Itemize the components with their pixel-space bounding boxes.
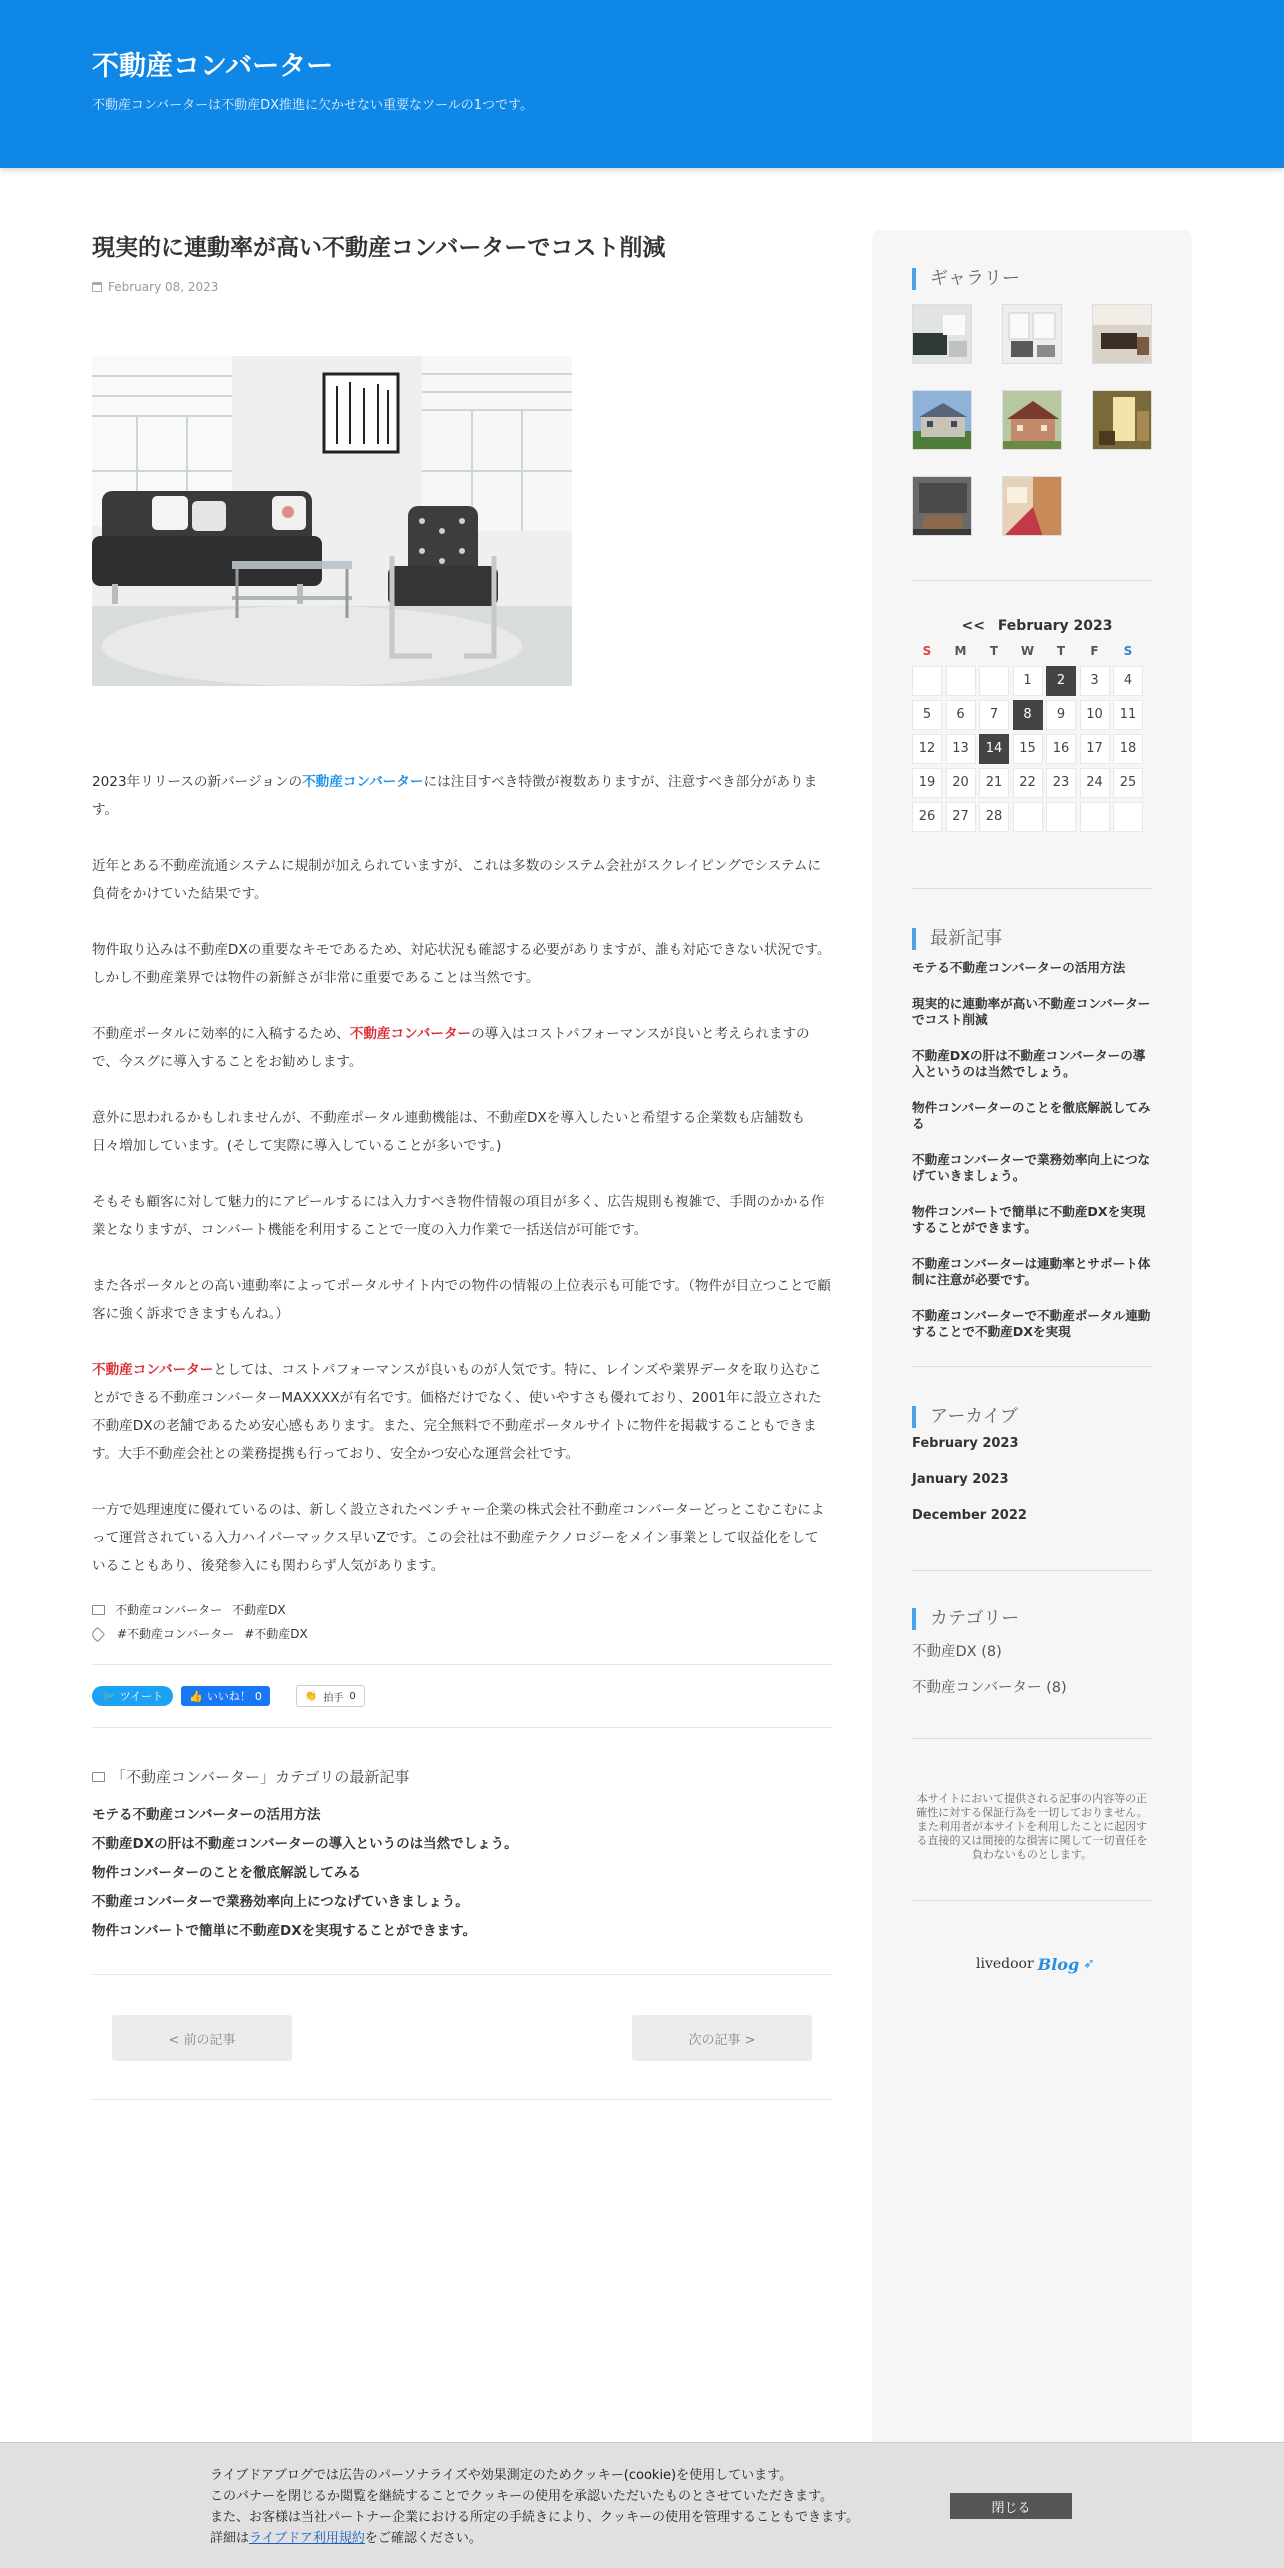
calendar-weekday: M	[954, 644, 967, 658]
related-posts	[92, 1766, 832, 1946]
gallery-thumb[interactable]	[1092, 390, 1152, 450]
thumbs-up-icon: 👍	[189, 1689, 203, 1703]
livedoor-blog-logo[interactable]: livedoor Blog ➶	[976, 1954, 1095, 1974]
gallery-thumb[interactable]	[1002, 476, 1062, 536]
paragraph-8: 不動産コンバーターとしては、コストパフォーマンスが良いものが人気です。特に、レインズや業界データを取り込むことができる不動産コンバーターMAXXXXが有名です。価格だけでなく、使いやすさも優れており、2001年に設立された不動産DXの老舗であるため安心感もあります。また、完全無料で不動産ポータルサイトに物件を掲載することもできます。大手不動産会社との業務提携も行っており、安全かつ安心な運営会社です。	[92, 1362, 822, 1462]
calendar-day: 27	[946, 802, 976, 832]
calendar-day: 28	[979, 802, 1009, 832]
recent-post-link[interactable]: モテる不動産コンバーターの活用方法	[912, 960, 1126, 975]
paragraph-1: 2023年リリースの新バージョンの不動産コンバーターには注目すべき特徴が複数ありますが、注意すべき部分があります。	[92, 774, 818, 818]
cookie-close-button[interactable]: 閉じる	[950, 2493, 1072, 2519]
category-list	[912, 1640, 1067, 1712]
calendar-empty-cell	[1046, 802, 1076, 832]
widget-divider	[912, 580, 1152, 581]
calendar-day: 18	[1113, 734, 1143, 764]
calendar-day: 22	[1013, 768, 1043, 798]
cookie-banner	[0, 2442, 1284, 2568]
divider	[92, 1727, 832, 1728]
site-description: 不動産コンバーターは不動産DX推進に欠かせない重要なツールの1つです。	[92, 98, 533, 113]
related-post-link[interactable]: 不動産コンバーターで業務効率向上につなげていきましょう。	[92, 1894, 469, 1910]
calendar-weekday: S	[922, 644, 932, 658]
social-buttons	[92, 1685, 832, 1707]
related-post-link[interactable]: 不動産DXの肝は不動産コンバーターの導入というのは当然でしょう。	[92, 1836, 518, 1852]
recent-post-link[interactable]: 物件コンバーターのことを徹底解説してみる	[912, 1100, 1151, 1131]
post-title[interactable]: 現実的に連動率が高い不動産コンバーターでコスト削減	[92, 235, 666, 261]
main-content	[92, 228, 832, 2100]
related-post-link[interactable]: 物件コンバートで簡単に不動産DXを実現することができます。	[92, 1923, 477, 1939]
next-post-button[interactable]: 次の記事 >	[632, 2015, 812, 2061]
calendar-day: 10	[1080, 700, 1110, 730]
folder-icon	[92, 1772, 105, 1782]
category-link-dx[interactable]: 不動産DX	[232, 1603, 286, 1617]
calendar-prev-link[interactable]: <<	[961, 618, 985, 634]
article-body	[92, 768, 832, 1580]
calendar-day: 17	[1080, 734, 1110, 764]
gallery-thumb[interactable]	[1002, 304, 1062, 364]
article-photo	[92, 356, 572, 686]
calendar-day: 13	[946, 734, 976, 764]
calendar-empty-cell	[912, 666, 942, 696]
calendar-day: 23	[1046, 768, 1076, 798]
widget-divider	[912, 1900, 1152, 1901]
gallery-thumb[interactable]	[912, 390, 972, 450]
calendar-day: 9	[1046, 700, 1076, 730]
calendar-day: 16	[1046, 734, 1076, 764]
paragraph-6: そもそも顧客に対して魅力的にアピールするには入力すべき物件情報の項目が多く、広告規則も複雑で、手間のかかる作業となりますが、コンバート機能を利用することで一度の入力作業で一括送信が可能です。	[92, 1194, 825, 1238]
calendar-empty-cell	[1080, 802, 1110, 832]
recent-post-link[interactable]: 不動産コンバーターで不動産ポータル連動することで不動産DXを実現	[912, 1308, 1151, 1339]
calendar-day: 19	[912, 768, 942, 798]
recent-title: 最新記事	[912, 928, 1002, 950]
cookie-text: ライブドアブログでは広告のパーソナライズや効果測定のためクッキー(cookie)を使用しています。 このバナーを閉じるか閲覧を継続することでクッキーの使用を承認いただいたものとさせていただきます。 また、お客様は当社パートナー企業における所定の手続きにより、クッキーの使用を管理することもできます。 詳細はライブドア利用規約をご確認ください。	[210, 2468, 859, 2546]
post-pager	[92, 2015, 832, 2061]
paragraph-3: 物件取り込みは不動産DXの重要なキモであるため、対応状況も確認する必要がありますが、誰も対応できない状況です。しかし不動産業界では物件の新鮮さが非常に重要であることは当然です。	[92, 942, 831, 986]
divider	[92, 1664, 832, 1665]
calendar-day: 3	[1080, 666, 1110, 696]
divider	[92, 2099, 832, 2100]
category-link[interactable]: 不動産DX (8)	[912, 1644, 1002, 1660]
folder-icon	[92, 1605, 105, 1615]
calendar-empty-cell	[979, 666, 1009, 696]
recent-post-link[interactable]: 不動産コンバーターで業務効率向上につなげていきましょう。	[912, 1152, 1151, 1183]
twitter-bird-icon: 🐦	[102, 1689, 116, 1703]
clap-button[interactable]: 👏 拍手 0	[296, 1685, 365, 1707]
recent-post-link[interactable]: 不動産コンバーターは連動率とサポート体制に注意が必要です。	[912, 1256, 1151, 1287]
converter-link-3[interactable]: 不動産コンバーター	[92, 1362, 214, 1378]
calendar-day: 6	[946, 700, 976, 730]
site-title[interactable]: 不動産コンバーター	[92, 51, 334, 82]
calendar-icon	[92, 282, 102, 292]
calendar-weekday: W	[1020, 644, 1035, 658]
related-post-link[interactable]: モテる不動産コンバーターの活用方法	[92, 1807, 321, 1823]
paragraph-7: また各ポータルとの高い連動率によってポータルサイト内での物件の情報の上位表示も可能です。（物件が目立つことで顧客に強く訴求できますもんね。）	[92, 1278, 831, 1322]
calendar-day: 1	[1013, 666, 1043, 696]
tag-icon	[90, 1626, 106, 1642]
recent-post-link[interactable]: 物件コンバートで簡単に不動産DXを実現することができます。	[912, 1204, 1146, 1235]
widget-divider	[912, 1570, 1152, 1571]
recent-post-link[interactable]: 不動産DXの肝は不動産コンバーターの導入というのは当然でしょう。	[912, 1048, 1146, 1079]
site-header	[0, 0, 1284, 168]
converter-link-1[interactable]: 不動産コンバーター	[302, 774, 424, 790]
calendar-day: 7	[979, 700, 1009, 730]
calendar-grid	[912, 640, 1152, 832]
gallery-thumb[interactable]	[912, 304, 972, 364]
calendar-day: 24	[1080, 768, 1110, 798]
prev-post-button[interactable]: < 前の記事	[112, 2015, 292, 2061]
calendar-day[interactable]: 2	[1046, 666, 1076, 696]
terms-link[interactable]: ライブドア利用規約	[249, 2531, 365, 2546]
gallery-thumb[interactable]	[912, 476, 972, 536]
calendar-day[interactable]: 14	[979, 734, 1009, 764]
post-date-text: February 08, 2023	[108, 280, 219, 294]
clap-icon: 👏	[304, 1690, 318, 1702]
like-button[interactable]: 👍 いいね！ 0	[181, 1686, 270, 1706]
sidebar	[872, 230, 1192, 2568]
widget-divider	[912, 1366, 1152, 1367]
post-date	[92, 280, 832, 294]
archive-link[interactable]: January 2023	[912, 1472, 1009, 1487]
calendar-day: 25	[1113, 768, 1143, 798]
divider	[92, 1974, 832, 1975]
calendar-day: 21	[979, 768, 1009, 798]
calendar-day: 12	[912, 734, 942, 764]
feather-icon: ➶	[1083, 1956, 1095, 1972]
related-post-link[interactable]: 物件コンバーターのことを徹底解説してみる	[92, 1865, 362, 1881]
calendar-weekday: F	[1090, 644, 1099, 658]
calendar-weekday: S	[1123, 644, 1133, 658]
gallery	[912, 304, 1152, 536]
widget-divider	[912, 1738, 1152, 1739]
calendar-header	[922, 618, 1152, 634]
gallery-thumb[interactable]	[1002, 390, 1062, 450]
recent-posts	[912, 960, 1152, 1360]
calendar-month: February 2023	[997, 618, 1113, 634]
converter-link-2[interactable]: 不動産コンバーター	[349, 1026, 472, 1042]
calendar-widget	[912, 618, 1152, 832]
calendar-empty-cell	[946, 666, 976, 696]
category-title: カテゴリー	[912, 1608, 1019, 1630]
calendar-day: 26	[912, 802, 942, 832]
calendar-day[interactable]: 8	[1013, 700, 1043, 730]
archive-link[interactable]: December 2022	[912, 1508, 1027, 1523]
calendar-day: 20	[946, 768, 976, 798]
paragraph-5: 意外に思われるかもしれませんが、不動産ポータル連動機能は、不動産DXを導入したいと希望する企業数も店舗数も日々増加しています。(そして実際に導入していることが多いです。)	[92, 1110, 806, 1154]
calendar-weekday: T	[989, 644, 999, 658]
archive-title: アーカイブ	[912, 1406, 1018, 1428]
calendar-day: 5	[912, 700, 942, 730]
calendar-day: 11	[1113, 700, 1143, 730]
calendar-day: 4	[1113, 666, 1143, 696]
gallery-thumb[interactable]	[1092, 304, 1152, 364]
tweet-button[interactable]: 🐦 ツイート	[92, 1686, 173, 1706]
disclaimer: 本サイトにおいて提供される記事の内容等の正確性に対する保証行為を一切しておりません。また利用者が本サイトを利用したことに起因する直接的又は間接的な損害に関して一切責任を負わないものとします。	[916, 1792, 1148, 1861]
post-tags	[92, 1622, 832, 1646]
widget-divider	[912, 888, 1152, 889]
category-link[interactable]: 不動産コンバーター (8)	[912, 1680, 1067, 1696]
category-link-converter[interactable]: 不動産コンバーター	[115, 1603, 223, 1617]
calendar-empty-cell	[1113, 802, 1143, 832]
recent-post-link[interactable]: 現実的に連動率が高い不動産コンバーターでコスト削減	[912, 996, 1151, 1027]
calendar-day: 15	[1013, 734, 1043, 764]
paragraph-4: 不動産ポータルに効率的に入稿するため、不動産コンバーターの導入はコストパフォーマンスが良いと考えられますので、今スグに導入することをお勧めします。	[92, 1026, 810, 1070]
gallery-title: ギャラリー	[912, 268, 1020, 290]
tag-link-dx[interactable]: #不動産DX	[244, 1627, 308, 1641]
paragraph-9: 一方で処理速度に優れているのは、新しく設立されたベンチャー企業の株式会社不動産コンバーターどっとこむこむによって運営されている入力ハイパーマックス早いZです。この会社は不動産テクノロジーをメイン事業として収益化をしていることもあり、後発参入にも関わらず人気があります。	[92, 1502, 825, 1574]
archive-link[interactable]: February 2023	[912, 1436, 1019, 1451]
calendar-weekday: T	[1056, 644, 1066, 658]
paragraph-2: 近年とある不動産流通システムに規制が加えられていますが、これは多数のシステム会社がスクレイピングでシステムに負荷をかけていた結果です。	[92, 858, 822, 902]
related-heading: 「不動産コンバーター」カテゴリの最新記事	[92, 1766, 832, 1787]
calendar-empty-cell	[1013, 802, 1043, 832]
post-categories	[92, 1598, 832, 1622]
archive-list	[912, 1436, 1027, 1544]
tag-link-converter[interactable]: #不動産コンバーター	[117, 1627, 235, 1641]
